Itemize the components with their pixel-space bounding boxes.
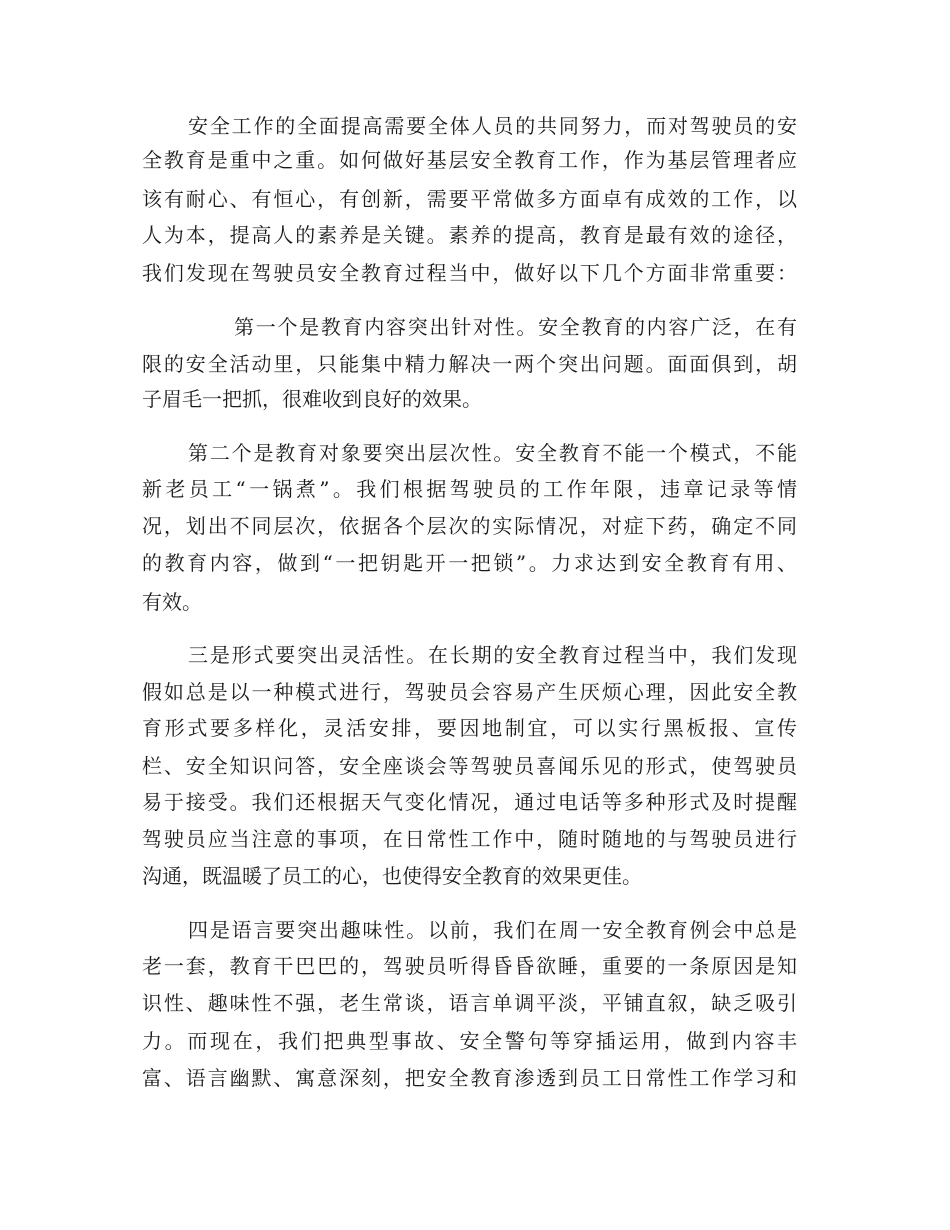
text-line: 力。而现在，我们把典型事故、安全警句等穿插运用，做到内容丰 (142, 1029, 797, 1053)
text-line: 易于接受。我们还根据天气变化情况，通过电话等多种形式及时提醒 (142, 790, 797, 814)
text-line: 育形式要多样化，灵活安排，要因地制宜，可以实行黑板报、宣传 (142, 716, 797, 740)
text-line: 驾驶员应当注意的事项，在日常性工作中，随时随地的与驾驶员进行 (142, 827, 797, 851)
text-line: 新老员工“一锅煮”。我们根据驾驶员的工作年限，违章记录等情 (142, 477, 797, 501)
text-line: 识性、趣味性不强，老生常谈，语言单调平淡，平铺直叙，缺乏吸引 (142, 991, 797, 1015)
text-line: 该有耐心、有恒心，有创新，需要平常做多方面卓有成效的工作，以 (142, 187, 797, 211)
text-line: 有效。 (142, 590, 202, 614)
text-line: 全教育是重中之重。如何做好基层安全教育工作，作为基层管理者应 (142, 148, 797, 172)
text-line: 假如总是以一种模式进行，驾驶员会容易产生厌烦心理，因此安全教 (142, 680, 797, 704)
text-line: 我们发现在驾驶员安全教育过程当中，做好以下几个方面非常重要： (142, 261, 797, 285)
text-line: 安全工作的全面提高需要全体人员的共同努力，而对驾驶员的安 (188, 114, 797, 138)
text-line: 富、语言幽默、寓意深刻，把安全教育渗透到员工日常性工作学习和 (142, 1066, 797, 1090)
text-line: 况，划出不同层次，依据各个层次的实际情况，对症下药，确定不同 (142, 514, 797, 538)
text-line: 沟通，既温暖了员工的心，也使得安全教育的效果更佳。 (142, 864, 642, 888)
text-line: 第二个是教育对象要突出层次性。安全教育不能一个模式，不能 (188, 441, 797, 465)
text-line: 人为本，提高人的素养是关键。素养的提高，教育是最有效的途径， (142, 223, 797, 247)
text-line: 第一个是教育内容突出针对性。安全教育的内容广泛，在有 (234, 315, 797, 339)
text-line: 子眉毛一把抓，很难收到良好的效果。 (142, 387, 482, 411)
text-line: 三是形式要突出灵活性。在长期的安全教育过程当中，我们发现 (188, 643, 797, 667)
text-line: 的教育内容，做到“一把钥匙开一把锁”。力求达到安全教育有用、 (142, 551, 797, 575)
text-line: 四是语言要突出趣味性。以前，我们在周一安全教育例会中总是 (188, 918, 797, 942)
text-line: 栏、安全知识问答，安全座谈会等驾驶员喜闻乐见的形式，使驾驶员 (142, 754, 797, 778)
text-line: 老一套，教育干巴巴的，驾驶员听得昏昏欲睡，重要的一条原因是知 (142, 954, 797, 978)
text-line: 限的安全活动里，只能集中精力解决一两个突出问题。面面俱到，胡 (142, 352, 797, 376)
